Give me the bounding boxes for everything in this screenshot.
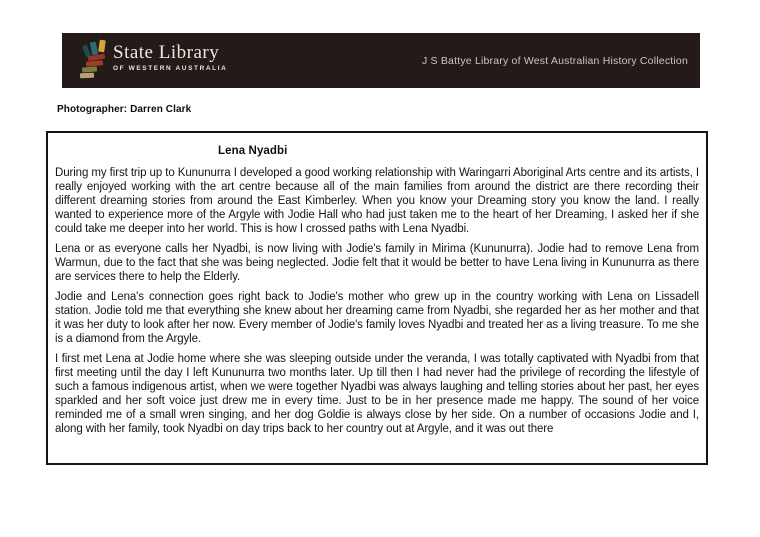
state-library-logo (78, 40, 227, 82)
logo-book (82, 66, 97, 72)
logo-book (98, 40, 106, 53)
photographer-credit: Photographer: Darren Clark (57, 104, 192, 115)
logo-book (80, 73, 94, 78)
header-banner (62, 33, 700, 88)
logo-subtitle: OF WESTERN AUSTRALIA (113, 65, 228, 72)
collection-title: J S Battye Library of West Australian History Collection (421, 54, 688, 67)
document-paragraph: Lena or as everyone calls her Nyadbi, is now living with Jodie's family in Mirima (Kununurra). Jodie had to remove Lena from Warmun, due to the fact that she was being neglected. Jodie felt that it would be better to have Lena living in Kununurra as there are services there to help the Elderly. (55, 243, 699, 283)
document-paragraph: During my first trip up to Kununurra I developed a good working relationship with Waringarri Aboriginal Arts centre and its artists, I really enjoyed working with the art centre because all of the main families from around the district are there recording their different dreaming stories from around the East Kimberley. When you know your Dreaming story you know the land. I really wanted to experience more of the Argyle with Jodie Hall who had just taken me to the heart of her Dreaming, I asked her if she could take me deeper into her world. This is how I crossed paths with Lena Nyadbi. (55, 167, 699, 235)
logo-book (90, 42, 99, 56)
logo-title: State Library (113, 42, 220, 63)
document-paragraph: Jodie and Lena's connection goes right back to Jodie's mother who grew up in the country working with Lena on Lissadell station. Jodie told me that everything she knew about her dreaming came from Nyadbi, she regarded her as her mother and that it was her duty to look after her now. Every member of Jodie's family loves Nyadbi and treated her as a living treasure. To me she is a diamond from the Argyle. (55, 291, 699, 345)
document-text-box (46, 131, 708, 465)
document-paragraph: I first met Lena at Jodie home where she was sleeping outside under the veranda, I was totally captivated with Nyadbi from that first meeting until the day I left Kununurra two months later. Up till then I had never had the privilege of recording the lifestyle of such a famous indigenous artist, when we were together Nyadbi was always laughing and telling stories about her past, her eyes sparkled and her soft voice just drew me in every time. Just to be in her presence made me happy. The sound of her voice reminded me of a small wren singing, and her dog Goldie is always close by her side. On a number of occasions Jodie and I, along with her family, took Nyadbi on day trips back to her country out at Argyle, and it was out there (55, 353, 699, 435)
logo-text (113, 40, 227, 72)
document-title: Lena Nyadbi (218, 145, 288, 157)
stacked-books-logo-icon (78, 40, 108, 82)
